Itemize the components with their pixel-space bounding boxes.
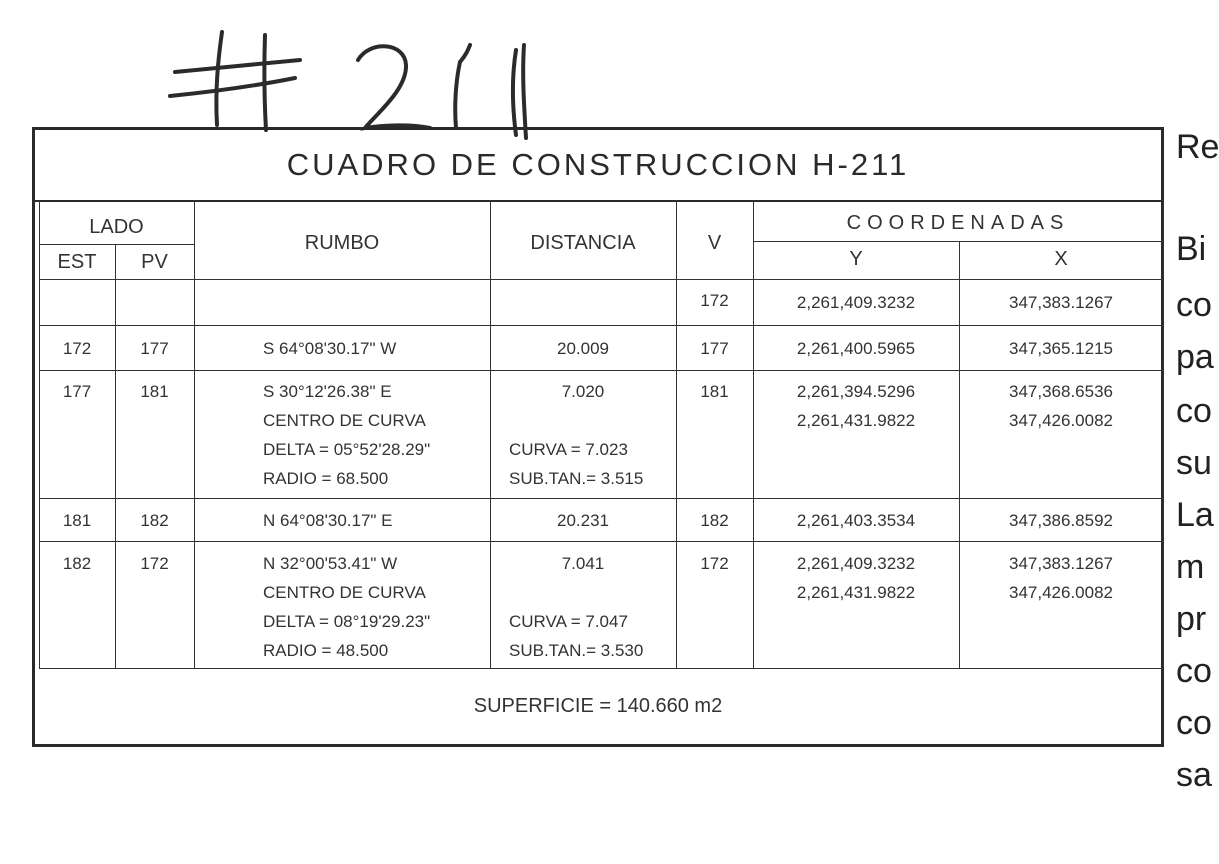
grid-line: [39, 498, 1163, 499]
cell-x: 347,426.0082: [1009, 583, 1113, 602]
cell-y: 2,261,431.9822: [796, 411, 916, 430]
cell-y: 2,261,409.3232: [796, 554, 916, 573]
cell-v: 177: [700, 339, 729, 358]
side-text-line: co: [1176, 392, 1212, 430]
cell-v: 172: [700, 291, 729, 310]
grid-line: [39, 325, 1163, 326]
cell-y: 2,261,431.9822: [796, 583, 916, 602]
side-text-line: co: [1176, 286, 1212, 324]
cell-distancia: 7.020: [561, 382, 605, 401]
cell-pv: 182: [140, 511, 169, 530]
grid-line: [490, 200, 491, 668]
header-distancia: DISTANCIA: [530, 232, 636, 254]
cell-rumbo: S 30°12'26.38" E: [263, 382, 392, 401]
cell-est: 181: [62, 511, 92, 530]
cell-rumbo: N 64°08'30.17" E: [263, 511, 393, 530]
header-v: V: [707, 232, 722, 254]
header-coordenadas: COORDENADAS: [846, 212, 1070, 234]
side-text-line: La: [1176, 496, 1214, 534]
construction-table: [32, 127, 1164, 747]
side-text-line: sa: [1176, 756, 1212, 794]
header-est: EST: [57, 251, 97, 273]
header-rumbo: RUMBO: [304, 232, 380, 254]
grid-line: [115, 244, 116, 668]
header-pv: PV: [141, 251, 168, 273]
cell-v: 181: [700, 382, 729, 401]
cell-x: 347,426.0082: [1009, 411, 1113, 430]
cell-rumbo: RADIO = 68.500: [263, 469, 389, 488]
side-text-line: co: [1176, 652, 1212, 690]
side-text-line: Bi: [1176, 230, 1207, 268]
header-lado: LADO: [89, 216, 144, 238]
cell-rumbo: N 32°00'53.41" W: [263, 554, 398, 573]
cell-y: 2,261,400.5965: [796, 339, 916, 358]
cell-distancia: 20.231: [557, 511, 609, 530]
cell-est: 172: [62, 339, 92, 358]
side-text-line: pr: [1176, 600, 1207, 638]
cell-rumbo: DELTA = 08°19'29.23": [263, 612, 431, 631]
grid-line: [194, 200, 195, 668]
cell-x: 347,383.1267: [1009, 554, 1113, 573]
cell-distancia: 20.009: [557, 339, 609, 358]
cell-est: 177: [62, 382, 92, 401]
cell-est: 182: [62, 554, 92, 573]
cell-x: 347,368.6536: [1009, 382, 1113, 401]
cell-rumbo: CENTRO DE CURVA: [263, 411, 426, 430]
cell-rumbo: RADIO = 48.500: [263, 641, 389, 660]
cell-distancia: CURVA = 7.023: [509, 440, 628, 459]
handwritten-note: [160, 20, 560, 140]
cell-distancia: CURVA = 7.047: [509, 612, 628, 631]
grid-line: [39, 370, 1163, 371]
cell-pv: 181: [140, 382, 169, 401]
grid-line: [39, 244, 194, 245]
cell-distancia: SUB.TAN.= 3.515: [509, 469, 644, 488]
cell-rumbo: S 64°08'30.17" W: [263, 339, 397, 358]
table-title: CUADRO DE CONSTRUCCION H-211: [35, 130, 1161, 202]
cell-pv: 172: [140, 554, 169, 573]
superficie-total: SUPERFICIE = 140.660 m2: [473, 694, 723, 717]
header-y: Y: [849, 248, 863, 270]
cell-y: 2,261,403.3534: [796, 511, 916, 530]
cell-distancia: 7.041: [561, 554, 605, 573]
cell-v: 182: [700, 511, 729, 530]
cell-rumbo: DELTA = 05°52'28.29": [263, 440, 431, 459]
cell-v: 172: [700, 554, 729, 573]
cell-x: 347,383.1267: [1009, 293, 1113, 312]
grid-line: [676, 200, 677, 668]
cell-x: 347,365.1215: [1009, 339, 1113, 358]
grid-line: [39, 279, 1163, 280]
side-text-line: Re: [1176, 128, 1219, 166]
grid-line: [1163, 200, 1164, 668]
cell-y: 2,261,409.3232: [796, 293, 916, 312]
header-x: X: [1054, 248, 1068, 270]
side-text-line: su: [1176, 444, 1212, 482]
cell-pv: 177: [140, 339, 169, 358]
cell-x: 347,386.8592: [1009, 511, 1113, 530]
cell-distancia: SUB.TAN.= 3.530: [509, 641, 644, 660]
side-text-line: co: [1176, 704, 1212, 742]
grid-line: [39, 541, 1163, 542]
side-text-line: m: [1176, 548, 1205, 586]
cell-rumbo: CENTRO DE CURVA: [263, 583, 426, 602]
grid-line: [753, 241, 1163, 242]
side-text-line: pa: [1176, 338, 1214, 376]
cell-y: 2,261,394.5296: [796, 382, 916, 401]
